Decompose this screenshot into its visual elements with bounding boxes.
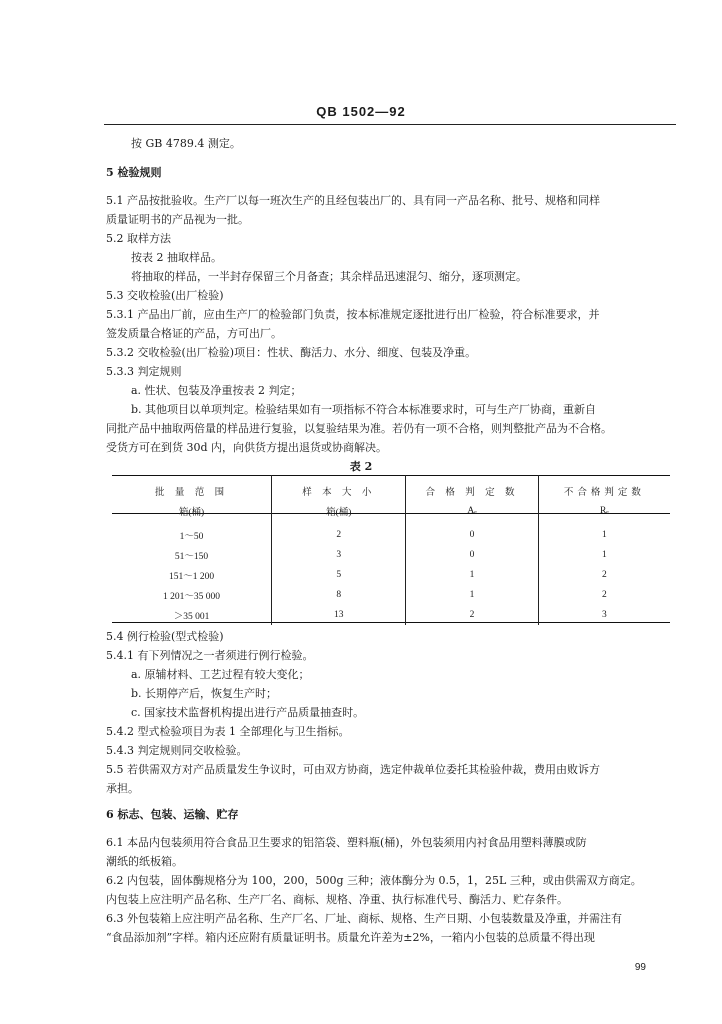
text-line: 5.4 例行检验(型式检验): [106, 630, 224, 643]
text-line: 按 GB 4789.4 测定。: [131, 137, 241, 150]
table-header-batch-unit: 箱(桶): [178, 508, 205, 518]
text-line: 5.2 取样方法: [106, 232, 171, 245]
table-row: [112, 545, 670, 565]
text-line: 5.3.3 判定规则: [106, 365, 182, 378]
text-line: 5.3.2 交收检验(出厂检验)项目：性状、酶活力、水分、细度、包装及净重。: [106, 346, 477, 359]
text-line: 6.2 内包装，固体酶规格分为 100，200，500g 三种；液体酶分为 0.5，1，25L 三种，或由供需双方商定。: [106, 874, 642, 887]
text-line: b. 长期停产后，恢复生产时；: [131, 687, 278, 700]
page-number: 99: [634, 962, 646, 973]
text-line: 同批产品中抽取两倍量的样品进行复验，以复验结果为准。若仍有一项不合格，则判整批产品为不合格。: [106, 422, 612, 435]
text-line: 承担。: [106, 782, 139, 795]
table-cell: 1: [406, 585, 538, 605]
table-cell: 51～150: [174, 552, 209, 562]
table-cell: 3: [272, 545, 406, 565]
text-line: 5.3 交收检验(出厂检验): [106, 289, 224, 302]
table-header-reject-symbol: Rₑ: [538, 501, 670, 525]
table-header-reject: 不合格判定数: [538, 475, 670, 501]
table-row: [112, 585, 670, 605]
table-cell: 1: [538, 545, 670, 565]
section-heading: 5 检验规则: [106, 166, 162, 179]
table-header-sample-unit: 箱(桶): [272, 501, 406, 525]
standard-number-header: QB 1502—92: [316, 104, 406, 119]
header-rule: [104, 124, 676, 125]
text-line: 6.3 外包装箱上应注明产品名称、生产厂名、厂址、商标、规格、生产日期、小包装数量及净重，并需注有: [106, 912, 622, 925]
table-cell: 1: [406, 565, 538, 585]
text-line: a. 原辅材料、工艺过程有较大变化；: [131, 668, 310, 681]
table-cell: 1: [538, 525, 670, 545]
table-header-batch: 批 量 范 围: [154, 488, 229, 498]
table-row: [112, 605, 670, 625]
text-line: 将抽取的样品，一半封存保留三个月备查；其余样品迅速混匀、缩分，逐项测定。: [131, 270, 527, 283]
text-line: a. 性状、包装及净重按表 2 判定；: [131, 384, 302, 397]
text-line: 潮纸的纸板箱。: [106, 855, 183, 868]
text-line: 内包装上应注明产品名称、生产厂名、商标、规格、净重、执行标准代号、酶活力、贮存条件。: [106, 893, 568, 906]
table-cell: 2: [272, 525, 406, 545]
text-line: 签发质量合格证的产品，方可出厂。: [106, 327, 282, 340]
table-header-accept: 合 格 判 定 数: [406, 475, 538, 501]
table-cell: 1～50: [179, 532, 204, 542]
table-cell: 3: [538, 605, 670, 625]
table-row: [112, 565, 670, 585]
text-line: c. 国家技术监督机构提出进行产品质量抽查时。: [131, 706, 365, 719]
text-line: 5.3.1 产品出厂前，应由生产厂的检验部门负责，按本标准规定逐批进行出厂检验，符合标准要求，并: [106, 308, 600, 321]
table-caption: 表 2: [349, 460, 373, 473]
section-heading: 6 标志、包装、运输、贮存: [106, 808, 239, 821]
table-body: [112, 525, 670, 625]
table-cell: ＞35 001: [173, 612, 210, 622]
sampling-table: [112, 475, 670, 625]
table-cell: 0: [406, 545, 538, 565]
text-line: 受货方可在到货 30d 内，向供货方提出退货或协商解决。: [106, 441, 388, 454]
table-cell: 151～1 200: [168, 572, 215, 582]
table-cell: 2: [406, 605, 538, 625]
table-cell: 8: [272, 585, 406, 605]
text-line: 6.1 本品内包装须用符合食品卫生要求的铝箔袋、塑料瓶(桶)，外包装须用内衬食品用塑料薄膜或防: [106, 836, 587, 849]
table-cell: 0: [406, 525, 538, 545]
table-cell: 2: [538, 585, 670, 605]
table-cell: 1 201～35 000: [163, 592, 221, 602]
text-line: 5.4.2 型式检验项目为表 1 全部理化与卫生指标。: [106, 725, 350, 738]
text-line: 5.4.3 判定规则同交收检验。: [106, 744, 248, 757]
table-header-sample: 样 本 大 小: [272, 475, 406, 501]
table-cell: 5: [272, 565, 406, 585]
text-line: 质量证明书的产品视为一批。: [106, 213, 249, 226]
text-line: 5.5 若供需双方对产品质量发生争议时，可由双方协商，选定仲裁单位委托其检验仲裁，费用由败诉方: [106, 763, 600, 776]
text-line: “食品添加剂”字样。箱内还应附有质量证明书。质量允许差为±2%，一箱内小包装的总质量不得出现: [106, 931, 595, 944]
text-line: 5.4.1 有下列情况之一者须进行例行检验。: [106, 649, 314, 662]
text-line: 按表 2 抽取样品。: [131, 251, 222, 264]
table-cell: 13: [272, 605, 406, 625]
table-row: [112, 525, 670, 545]
text-line: 5.1 产品按批验收。生产厂以每一班次生产的且经包装出厂的、具有同一产品名称、批号、规格和同样: [106, 194, 600, 207]
table-header-accept-symbol: Aₑ: [406, 501, 538, 525]
table-cell: 2: [538, 565, 670, 585]
text-line: b. 其他项目以单项判定。检验结果如有一项指标不符合本标准要求时，可与生产厂协商，重新自: [131, 403, 597, 416]
